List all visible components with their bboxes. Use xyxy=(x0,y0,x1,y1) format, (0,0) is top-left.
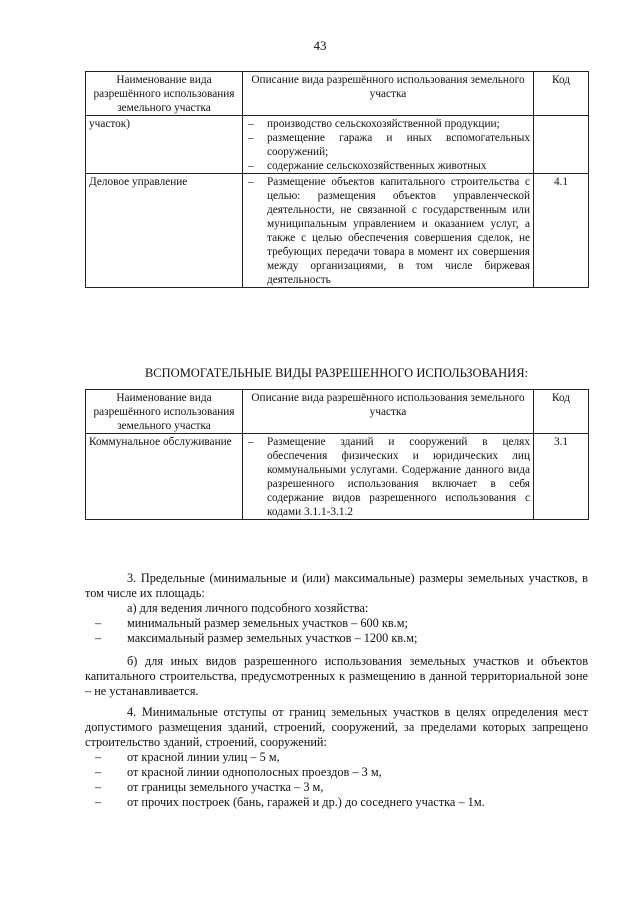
list-item: – содержание сельскохозяйственных животных xyxy=(246,159,530,173)
page-number: 43 xyxy=(313,38,327,53)
list-3a xyxy=(85,616,588,646)
row-code: 4.1 xyxy=(534,174,589,288)
table-header-row xyxy=(86,72,589,116)
row-name: Деловое управление xyxy=(86,174,243,288)
table-row xyxy=(86,434,589,520)
paragraph-3b: б) для иных видов разрешенного использования земельных участков и объектов капитального строительства, предусмотренных к размещению в данной территориальной зоне – не устанавливается. xyxy=(85,654,588,698)
table-row xyxy=(86,174,589,288)
list-item: – максимальный размер земельных участков – 1200 кв.м; xyxy=(85,631,588,646)
list-item: – от прочих построек (бань, гаражей и др.) до соседнего участка – 1м. xyxy=(85,795,588,810)
table-row xyxy=(86,116,589,174)
list-item: – производство сельскохозяйственной продукции; xyxy=(246,117,530,131)
row-code: 3.1 xyxy=(534,434,589,520)
row-description xyxy=(243,434,534,520)
paragraph-3a: а) для ведения личного подсобного хозяйства: xyxy=(127,601,369,615)
header-name: Наименование вида разрешённого использования земельного участка xyxy=(86,72,243,116)
list-item: – от границы земельного участка – 3 м, xyxy=(85,780,588,795)
list-item: – от красной линии однополосных проездов – 3 м, xyxy=(85,765,588,780)
table-header-row xyxy=(86,390,589,434)
header-description: Описание вида разрешённого использования земельного участка xyxy=(243,390,534,434)
paragraph-4: 4. Минимальные отступы от границ земельных участков в целях определения мест допустимого размещения зданий, строений, сооружений, за пределами которых запрещено строительство зданий, строений, сооружений: xyxy=(85,705,588,749)
header-name: Наименование вида разрешённого использования земельного участка xyxy=(86,390,243,434)
list-item: – от красной линии улиц – 5 м, xyxy=(85,750,588,765)
section-4 xyxy=(85,705,588,810)
row-name: Коммунальное обслуживание xyxy=(86,434,243,520)
row-description xyxy=(243,174,534,288)
row-name: участок) xyxy=(86,116,243,174)
paragraph-3: 3. Предельные (минимальные и (или) максимальные) размеры земельных участков, в том числе их площадь: xyxy=(85,571,588,600)
list-item: – минимальный размер земельных участков – 600 кв.м; xyxy=(85,616,588,631)
row-description xyxy=(243,116,534,174)
row-code xyxy=(534,116,589,174)
list-item: – размещение гаража и иных вспомогательных сооружений; xyxy=(246,131,530,159)
section-3 xyxy=(85,571,588,699)
list-item: – Размещение зданий и сооружений в целях обеспечения физических и юридических лиц коммунальными услугами. Содержание данного вида разрешенного использования включает в себя содержание видов разрешенного использования с кодами 3.1.1-3.1.2 xyxy=(246,435,530,519)
section-heading: ВСПОМОГАТЕЛЬНЫЕ ВИДЫ РАЗРЕШЕННОГО ИСПОЛЬЗОВАНИЯ: xyxy=(144,366,529,380)
main-uses-table xyxy=(85,71,589,288)
header-description: Описание вида разрешённого использования земельного участка xyxy=(243,72,534,116)
auxiliary-uses-table xyxy=(85,389,589,520)
header-code: Код xyxy=(534,390,589,434)
list-item: – Размещение объектов капитального строительства с целью: размещения объектов управленческой деятельности, не связанной с государственным или муниципальным управлением и оказанием услуг, а также с целью обеспечения совершения сделок, не требующих передачи товара в момент их совершения между организациями, в том числе биржевая деятельность xyxy=(246,175,530,287)
header-code: Код xyxy=(534,72,589,116)
list-4 xyxy=(85,750,588,810)
